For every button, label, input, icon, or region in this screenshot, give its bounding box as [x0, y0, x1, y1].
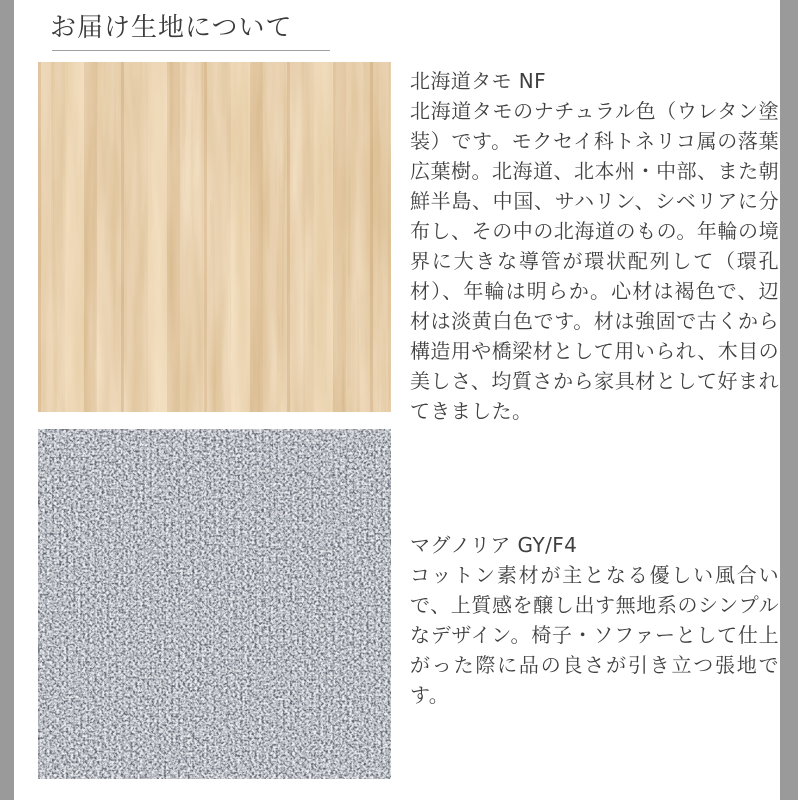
wood-description-block — [410, 66, 779, 426]
fabric-swatch-image — [38, 429, 391, 779]
wood-swatch-image — [38, 62, 391, 412]
title-underline — [52, 50, 330, 51]
fabric-material-description: コットン素材が主となる優しい風合いで、上質感を醸し出す無地系のシンプルなデザイン。椅子・ソファーとして仕上がった際に品の良さが引き立つ張地です。 — [410, 563, 779, 707]
left-margin-bar — [0, 0, 14, 800]
wood-material-name: 北海道タモ NF — [410, 69, 547, 93]
right-margin-bar — [780, 0, 798, 800]
wood-material-description: 北海道タモのナチュラル色（ウレタン塗装）です。モクセイ科トネリコ属の落葉広葉樹。北海道、北本州・中部、また朝鮮半島、中国、サハリン、シベリアに分布し、その中の北海道のもの。年輪の境界に大きな導管が環状配列して（環孔材）、年輪は明らか。心材は褐色で、辺材は淡黄白色です。材は強固で古くから構造用や橋梁材として用いられ、木目の美しさ、均質さから家具材として好まれてきました。 — [410, 99, 779, 423]
fabric-material-name: マグノリア GY/F4 — [410, 533, 578, 557]
section-title: お届け生地について — [50, 13, 293, 43]
fabric-description-block — [410, 530, 779, 710]
